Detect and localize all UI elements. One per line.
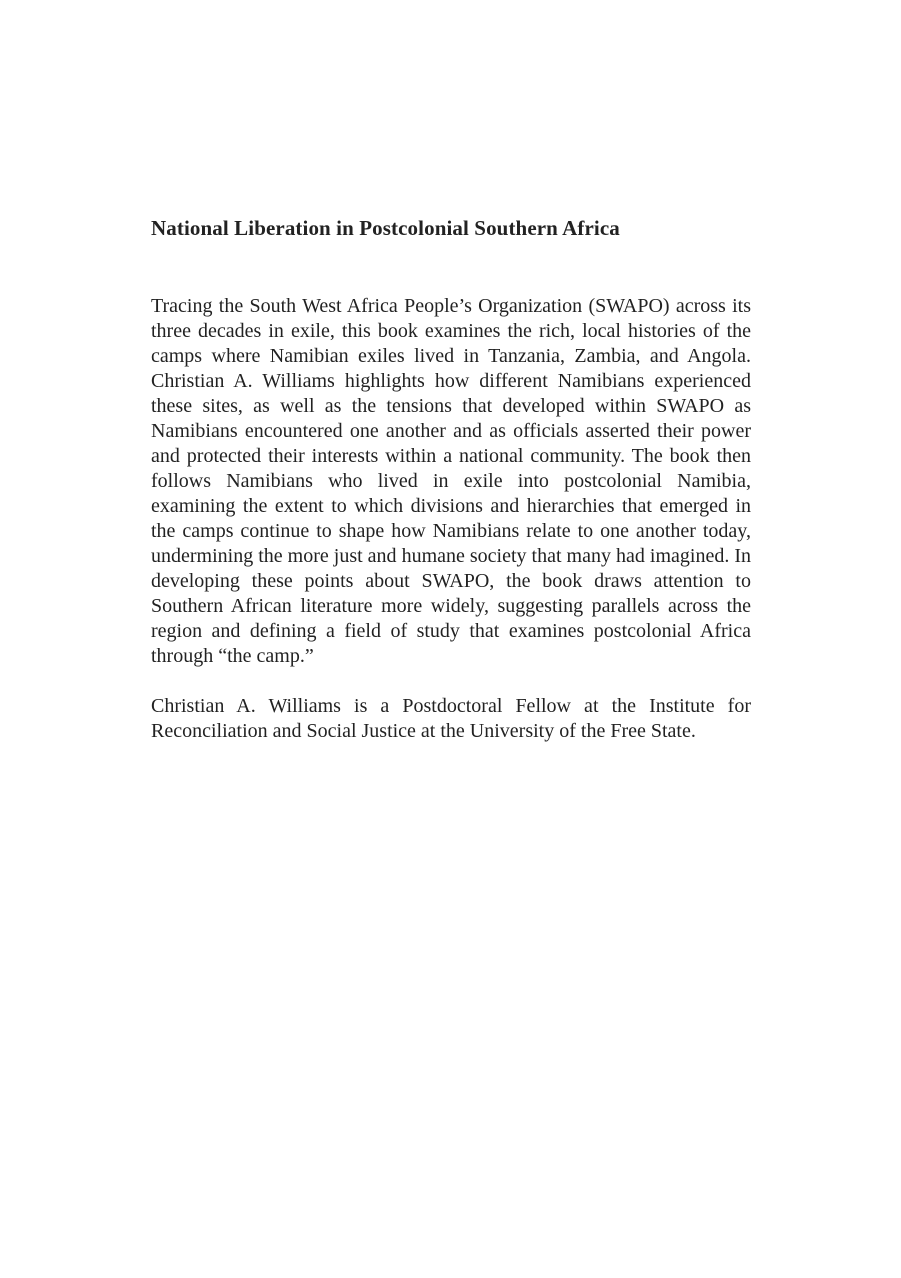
book-description: Tracing the South West Africa People’s Organization (SWAPO) across its three decades in exile, this book examines the rich, local histories of the camps where Namibian exiles lived in Tanzania, Zambia, and Angola. Christian A. Williams highlights how different Namibians experienced these sites, as well as the tensions that developed within SWAPO as Namibians encountered one another and as officials asserted their power and protected their interests within a national community. The book then follows Namibians who lived in exile into postcolonial Namibia, examining the extent to which divisions and hierarchies that emerged in the camps continue to shape how Namibians relate to one another today, undermining the more just and humane society that many had imagined. In developing these points about SWAPO, the book draws attention to Southern African literature more widely, suggesting parallels across the region and defining a field of study that examines postcolonial Africa through “the camp.” [151,295,751,667]
author-bio: Christian A. Williams is a Postdoctoral Fellow at the Institute for Reconciliation and Social Justice at the University of the Free State. [151,695,751,742]
page-content [151,214,751,744]
book-title: National Liberation in Postcolonial Southern Africa [151,216,620,240]
